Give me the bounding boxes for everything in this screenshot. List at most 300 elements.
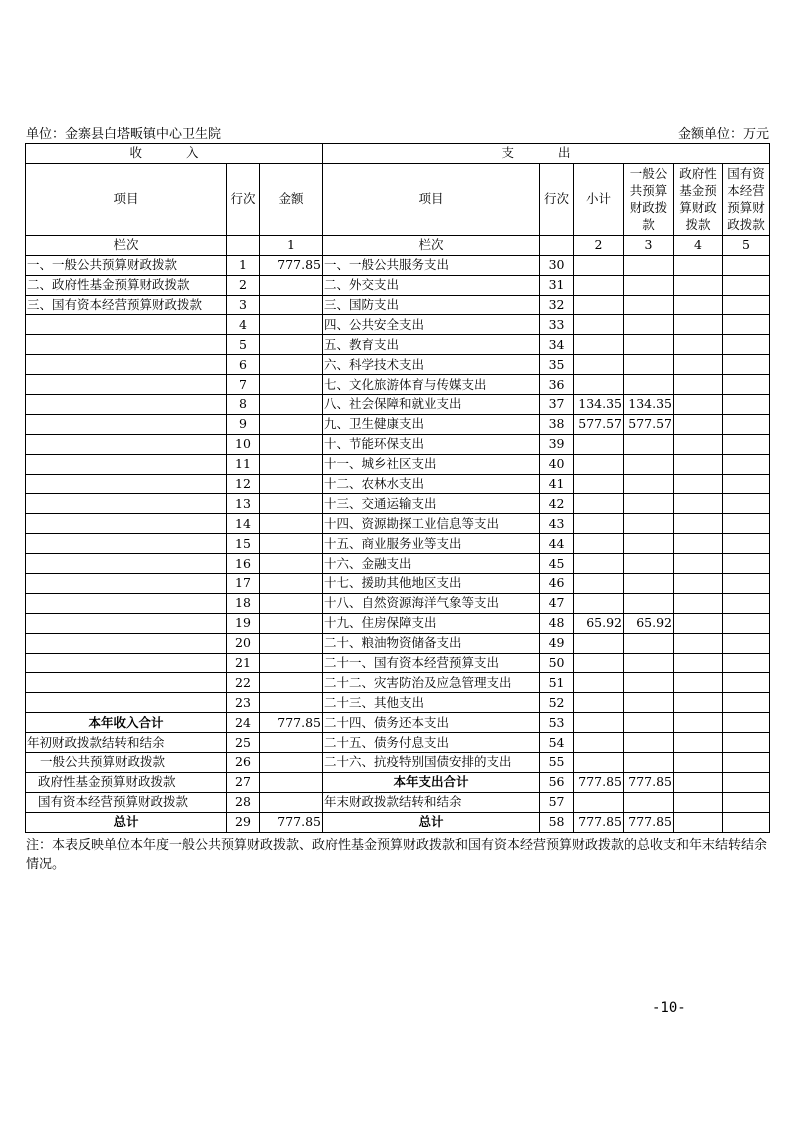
expense-gov-fund-budget [674, 653, 723, 673]
expense-item: 十六、金融支出 [323, 554, 540, 574]
expense-line-number: 40 [540, 454, 574, 474]
expense-gov-fund-budget [674, 733, 723, 753]
expense-general-budget [624, 355, 674, 375]
expense-general-budget [624, 534, 674, 554]
table-row [26, 772, 770, 792]
income-amount [260, 275, 323, 295]
income-amount [260, 593, 323, 613]
expense-state-capital-budget [723, 574, 770, 594]
income-item [26, 335, 227, 355]
table-row [26, 653, 770, 673]
income-line-number: 8 [227, 395, 260, 415]
expense-subtotal [574, 275, 624, 295]
expense-line-number: 35 [540, 355, 574, 375]
income-item: 国有资本经营预算财政拨款 [26, 792, 227, 812]
expense-item: 二十六、抗疫特别国债安排的支出 [323, 753, 540, 773]
table-row [26, 554, 770, 574]
expense-state-capital-budget [723, 255, 770, 275]
income-line-number: 17 [227, 574, 260, 594]
expense-general-budget [624, 315, 674, 335]
income-item [26, 593, 227, 613]
expense-general-budget [624, 713, 674, 733]
expense-state-capital-budget [723, 295, 770, 315]
table-row [26, 255, 770, 275]
expense-line-number: 53 [540, 713, 574, 733]
expense-state-capital-budget [723, 733, 770, 753]
expense-general-budget: 65.92 [624, 613, 674, 633]
table-row [26, 414, 770, 434]
table-footnote: 注：本表反映单位本年度一般公共预算财政拨款、政府性基金预算财政拨款和国有资本经营预算财政拨款的总收支和年末结转结余情况。 [26, 838, 768, 872]
expense-general-budget [624, 275, 674, 295]
expense-state-capital-budget [723, 395, 770, 415]
expense-state-capital-budget [723, 514, 770, 534]
income-amount [260, 434, 323, 454]
expense-gov-fund-budget [674, 335, 723, 355]
expense-state-capital-budget [723, 653, 770, 673]
income-line-number: 29 [227, 812, 260, 832]
table-row [26, 315, 770, 335]
income-amount [260, 315, 323, 335]
income-amount [260, 613, 323, 633]
income-amount: 777.85 [260, 255, 323, 275]
expense-subtotal [574, 733, 624, 753]
income-item [26, 554, 227, 574]
income-line-number: 9 [227, 414, 260, 434]
income-line-number: 20 [227, 633, 260, 653]
expense-state-capital-budget [723, 753, 770, 773]
expense-line-number: 30 [540, 255, 574, 275]
expense-subtotal [574, 633, 624, 653]
expense-item: 十、节能环保支出 [323, 434, 540, 454]
expense-item: 二十四、债务还本支出 [323, 713, 540, 733]
expense-line-number: 52 [540, 693, 574, 713]
income-line-number: 16 [227, 554, 260, 574]
income-line-number: 6 [227, 355, 260, 375]
income-item [26, 633, 227, 653]
expense-gov-fund-budget [674, 275, 723, 295]
expense-gov-fund-budget [674, 633, 723, 653]
column-number-label: 栏次 [323, 235, 540, 255]
expense-state-capital-budget [723, 792, 770, 812]
income-item: 二、政府性基金预算财政拨款 [26, 275, 227, 295]
income-amount [260, 653, 323, 673]
general-budget-header: 一般公共预算财政拨款 [624, 163, 674, 235]
expense-item: 十一、城乡社区支出 [323, 454, 540, 474]
table-row [26, 593, 770, 613]
expense-subtotal [574, 693, 624, 713]
expense-line-number: 46 [540, 574, 574, 594]
expense-state-capital-budget [723, 593, 770, 613]
expense-item: 总计 [323, 812, 540, 832]
table-row [26, 474, 770, 494]
expense-line-number: 54 [540, 733, 574, 753]
expense-gov-fund-budget [674, 255, 723, 275]
expense-subtotal: 134.35 [574, 395, 624, 415]
expense-item: 八、社会保障和就业支出 [323, 395, 540, 415]
expense-line-number: 37 [540, 395, 574, 415]
income-item [26, 653, 227, 673]
income-amount [260, 772, 323, 792]
income-amount [260, 514, 323, 534]
expense-general-budget: 777.85 [624, 812, 674, 832]
expense-line-number: 51 [540, 673, 574, 693]
expense-item: 三、国防支出 [323, 295, 540, 315]
income-item [26, 693, 227, 713]
expense-line-number: 42 [540, 494, 574, 514]
state-capital-budget-header: 国有资本经营预算财政拨款 [723, 163, 770, 235]
income-item [26, 355, 227, 375]
expense-line-number: 47 [540, 593, 574, 613]
column-number: 2 [574, 235, 624, 255]
income-item [26, 474, 227, 494]
expense-item-header: 项目 [323, 163, 540, 235]
income-line-number: 21 [227, 653, 260, 673]
fiscal-appropriation-table [25, 143, 770, 833]
income-line-number: 19 [227, 613, 260, 633]
income-line-number: 4 [227, 315, 260, 335]
expense-state-capital-budget [723, 673, 770, 693]
expense-subtotal [574, 673, 624, 693]
table-row [26, 792, 770, 812]
expense-state-capital-budget [723, 474, 770, 494]
expense-general-budget [624, 574, 674, 594]
expense-line-number: 38 [540, 414, 574, 434]
expense-general-budget [624, 673, 674, 693]
income-line-number: 5 [227, 335, 260, 355]
income-amount [260, 574, 323, 594]
income-line-number: 13 [227, 494, 260, 514]
expense-gov-fund-budget [674, 673, 723, 693]
expense-item: 十九、住房保障支出 [323, 613, 540, 633]
income-item: 政府性基金预算财政拨款 [26, 772, 227, 792]
expense-general-budget [624, 733, 674, 753]
income-section-header: 收 入 [26, 144, 323, 164]
income-amount [260, 733, 323, 753]
table-row [26, 673, 770, 693]
expense-state-capital-budget [723, 434, 770, 454]
income-item [26, 434, 227, 454]
page-number: -10- [652, 1000, 686, 1016]
expense-item: 九、卫生健康支出 [323, 414, 540, 434]
expense-general-budget: 777.85 [624, 772, 674, 792]
income-line-number: 14 [227, 514, 260, 534]
income-amount: 777.85 [260, 713, 323, 733]
expense-item: 二十三、其他支出 [323, 693, 540, 713]
expense-general-budget [624, 335, 674, 355]
table-row [26, 534, 770, 554]
table-row [26, 633, 770, 653]
expense-gov-fund-budget [674, 514, 723, 534]
expense-subtotal: 777.85 [574, 772, 624, 792]
expense-gov-fund-budget [674, 792, 723, 812]
expense-gov-fund-budget [674, 375, 723, 395]
expense-item: 四、公共安全支出 [323, 315, 540, 335]
expense-line-number: 36 [540, 375, 574, 395]
expense-item: 十七、援助其他地区支出 [323, 574, 540, 594]
table-row [26, 613, 770, 633]
expense-state-capital-budget [723, 335, 770, 355]
income-line-number: 25 [227, 733, 260, 753]
expense-line-number: 56 [540, 772, 574, 792]
income-item: 一、一般公共预算财政拨款 [26, 255, 227, 275]
expense-gov-fund-budget [674, 772, 723, 792]
expense-state-capital-budget [723, 613, 770, 633]
table-row [26, 693, 770, 713]
income-item-header: 项目 [26, 163, 227, 235]
expense-item: 六、科学技术支出 [323, 355, 540, 375]
expense-item: 十二、农林水支出 [323, 474, 540, 494]
income-line-number: 26 [227, 753, 260, 773]
expense-state-capital-budget [723, 812, 770, 832]
expense-general-budget: 134.35 [624, 395, 674, 415]
expense-general-budget [624, 295, 674, 315]
column-number: 3 [624, 235, 674, 255]
expense-general-budget [624, 753, 674, 773]
expense-line-number: 49 [540, 633, 574, 653]
column-number: 1 [260, 235, 323, 255]
expense-line-number: 34 [540, 335, 574, 355]
column-number-label: 栏次 [26, 235, 227, 255]
expense-gov-fund-budget [674, 753, 723, 773]
income-line-number: 7 [227, 375, 260, 395]
table-row [26, 574, 770, 594]
income-item [26, 574, 227, 594]
table-row [26, 812, 770, 832]
expense-line-number: 41 [540, 474, 574, 494]
expense-state-capital-budget [723, 454, 770, 474]
expense-state-capital-budget [723, 414, 770, 434]
income-item: 一般公共预算财政拨款 [26, 753, 227, 773]
income-line-number: 23 [227, 693, 260, 713]
unit-label: 单位：金寨县白塔畈镇中心卫生院 [26, 127, 222, 142]
expense-subtotal: 777.85 [574, 812, 624, 832]
table-row [26, 275, 770, 295]
expense-general-budget [624, 693, 674, 713]
expense-item: 二十二、灾害防治及应急管理支出 [323, 673, 540, 693]
income-amount [260, 554, 323, 574]
column-number-cell [540, 235, 574, 255]
expense-gov-fund-budget [674, 713, 723, 733]
expense-general-budget [624, 593, 674, 613]
income-amount [260, 454, 323, 474]
expense-state-capital-budget [723, 275, 770, 295]
expense-general-budget: 577.57 [624, 414, 674, 434]
income-amount: 777.85 [260, 812, 323, 832]
expense-general-budget [624, 434, 674, 454]
expense-subtotal [574, 494, 624, 514]
income-amount [260, 633, 323, 653]
expense-gov-fund-budget [674, 812, 723, 832]
income-amount [260, 673, 323, 693]
income-amount [260, 534, 323, 554]
expense-gov-fund-budget [674, 593, 723, 613]
expense-line-number: 50 [540, 653, 574, 673]
expense-item: 一、一般公共服务支出 [323, 255, 540, 275]
expense-subtotal [574, 593, 624, 613]
expense-subtotal [574, 295, 624, 315]
expense-general-budget [624, 792, 674, 812]
income-amount [260, 375, 323, 395]
expense-line-number: 57 [540, 792, 574, 812]
expense-subtotal: 65.92 [574, 613, 624, 633]
expense-item: 二十、粮油物资储备支出 [323, 633, 540, 653]
expense-item: 五、教育支出 [323, 335, 540, 355]
income-amount [260, 792, 323, 812]
column-number: 4 [674, 235, 723, 255]
income-amount [260, 335, 323, 355]
income-line-number: 11 [227, 454, 260, 474]
income-amount-header: 金额 [260, 163, 323, 235]
income-line-number: 2 [227, 275, 260, 295]
expense-state-capital-budget [723, 713, 770, 733]
income-line-number: 3 [227, 295, 260, 315]
expense-gov-fund-budget [674, 315, 723, 335]
expense-gov-fund-budget [674, 494, 723, 514]
expense-gov-fund-budget [674, 554, 723, 574]
table-row [26, 355, 770, 375]
income-line-number: 22 [227, 673, 260, 693]
expense-item: 二、外交支出 [323, 275, 540, 295]
expense-state-capital-budget [723, 633, 770, 653]
expense-subtotal [574, 255, 624, 275]
income-item [26, 534, 227, 554]
expense-line-number: 48 [540, 613, 574, 633]
expense-gov-fund-budget [674, 295, 723, 315]
income-amount [260, 494, 323, 514]
expense-general-budget [624, 494, 674, 514]
income-line-number: 10 [227, 434, 260, 454]
income-line-number: 15 [227, 534, 260, 554]
expense-general-budget [624, 474, 674, 494]
expense-general-budget [624, 653, 674, 673]
income-line-number: 28 [227, 792, 260, 812]
income-item [26, 514, 227, 534]
expense-subtotal: 577.57 [574, 414, 624, 434]
table-row [26, 295, 770, 315]
expense-item: 七、文化旅游体育与传媒支出 [323, 375, 540, 395]
expense-subtotal [574, 534, 624, 554]
income-line-number: 27 [227, 772, 260, 792]
expense-subtotal [574, 514, 624, 534]
expense-subtotal [574, 335, 624, 355]
expense-general-budget [624, 514, 674, 534]
expense-general-budget [624, 454, 674, 474]
expense-gov-fund-budget [674, 613, 723, 633]
expense-general-budget [624, 633, 674, 653]
expense-line-header: 行次 [540, 163, 574, 235]
income-item [26, 414, 227, 434]
expense-subtotal [574, 375, 624, 395]
expense-line-number: 39 [540, 434, 574, 454]
expense-section-header: 支 出 [323, 144, 770, 164]
income-line-number: 1 [227, 255, 260, 275]
expense-line-number: 31 [540, 275, 574, 295]
expense-gov-fund-budget [674, 395, 723, 415]
expense-item: 十八、自然资源海洋气象等支出 [323, 593, 540, 613]
income-item: 本年收入合计 [26, 713, 227, 733]
expense-state-capital-budget [723, 315, 770, 335]
expense-state-capital-budget [723, 554, 770, 574]
expense-line-number: 55 [540, 753, 574, 773]
table-row [26, 753, 770, 773]
expense-subtotal [574, 434, 624, 454]
expense-state-capital-budget [723, 693, 770, 713]
expense-subtotal [574, 554, 624, 574]
table-row [26, 733, 770, 753]
income-line-number: 24 [227, 713, 260, 733]
expense-item: 本年支出合计 [323, 772, 540, 792]
income-item [26, 494, 227, 514]
expense-subtotal [574, 574, 624, 594]
income-amount [260, 753, 323, 773]
expense-line-number: 33 [540, 315, 574, 335]
income-item [26, 395, 227, 415]
expense-state-capital-budget [723, 355, 770, 375]
expense-state-capital-budget [723, 375, 770, 395]
expense-general-budget [624, 255, 674, 275]
expense-line-number: 45 [540, 554, 574, 574]
expense-gov-fund-budget [674, 355, 723, 375]
income-item [26, 673, 227, 693]
expense-subtotal [574, 753, 624, 773]
expense-general-budget [624, 554, 674, 574]
expense-gov-fund-budget [674, 454, 723, 474]
expense-subtotal [574, 474, 624, 494]
gov-fund-budget-header: 政府性基金预算财政拨款 [674, 163, 723, 235]
income-amount [260, 295, 323, 315]
expense-line-number: 58 [540, 812, 574, 832]
income-item: 总计 [26, 812, 227, 832]
expense-line-number: 43 [540, 514, 574, 534]
column-number: 5 [723, 235, 770, 255]
expense-state-capital-budget [723, 494, 770, 514]
income-item [26, 613, 227, 633]
currency-unit-label: 金额单位：万元 [677, 127, 769, 142]
table-row [26, 375, 770, 395]
expense-gov-fund-budget [674, 534, 723, 554]
expense-subtotal [574, 713, 624, 733]
income-amount [260, 395, 323, 415]
expense-line-number: 32 [540, 295, 574, 315]
income-item [26, 315, 227, 335]
expense-item: 十三、交通运输支出 [323, 494, 540, 514]
expense-line-number: 44 [540, 534, 574, 554]
table-row [26, 494, 770, 514]
table-row [26, 713, 770, 733]
income-line-number: 12 [227, 474, 260, 494]
expense-gov-fund-budget [674, 474, 723, 494]
expense-item: 十四、资源勘探工业信息等支出 [323, 514, 540, 534]
income-amount [260, 414, 323, 434]
table-row [26, 454, 770, 474]
income-line-header: 行次 [227, 163, 260, 235]
table-row [26, 514, 770, 534]
income-amount [260, 474, 323, 494]
table-row [26, 434, 770, 454]
expense-state-capital-budget [723, 772, 770, 792]
expense-item: 二十一、国有资本经营预算支出 [323, 653, 540, 673]
income-item [26, 454, 227, 474]
expense-state-capital-budget [723, 534, 770, 554]
expense-item: 十五、商业服务业等支出 [323, 534, 540, 554]
expense-general-budget [624, 375, 674, 395]
table-row [26, 395, 770, 415]
income-item: 年初财政拨款结转和结余 [26, 733, 227, 753]
income-line-number: 18 [227, 593, 260, 613]
expense-subtotal [574, 792, 624, 812]
expense-subtotal [574, 454, 624, 474]
income-item [26, 375, 227, 395]
